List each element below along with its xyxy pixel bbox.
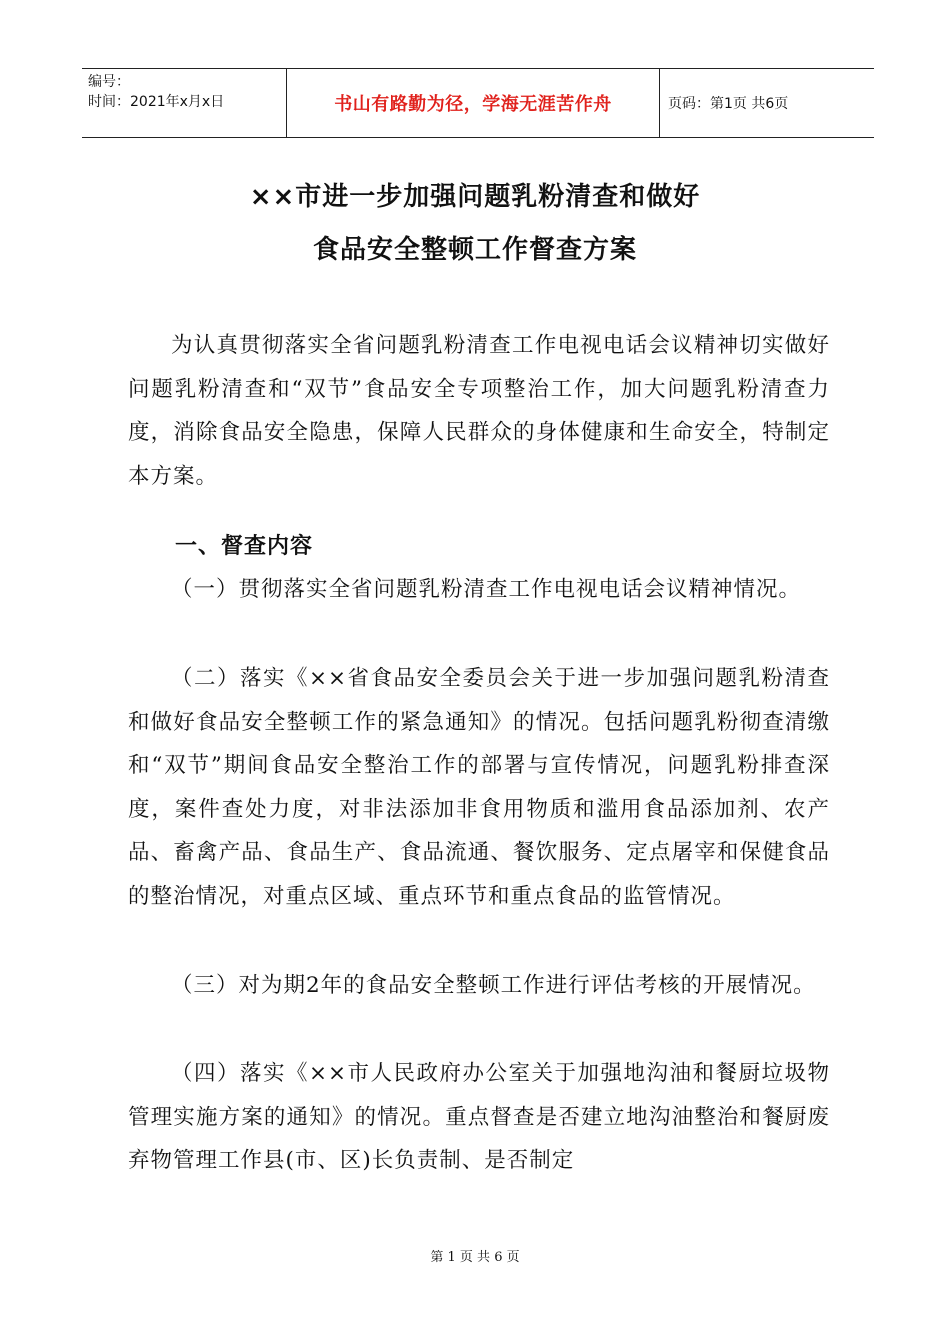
- document-number-label: 编号：: [88, 74, 130, 90]
- list-item-4: （四）落实《××市人民政府办公室关于加强地沟油和餐厨垃圾物管理实施方案的通知》的情况。重点督查是否建立地沟油整治和餐厨废弃物管理工作县(市、区)长负责制、是否制定: [128, 1061, 830, 1174]
- header-meta: [82, 69, 286, 137]
- document-time-label: 时间：2021年x月x日: [88, 94, 225, 110]
- section-heading: 一、督查内容: [175, 534, 314, 559]
- header-page-info: 页码：第1页 共6页: [668, 96, 789, 112]
- document-title-line1: ××市进一步加强问题乳粉清查和做好: [249, 182, 701, 212]
- header-motto: 书山有路勤为径，学海无涯苦作舟: [286, 69, 660, 137]
- list-item-3: （三）对为期2年的食品安全整顿工作进行评估考核的开展情况。: [171, 973, 816, 998]
- document-title-line2: 食品安全整顿工作督查方案: [312, 235, 637, 265]
- page-footer: 第 1 页 共 6 页: [430, 1250, 520, 1265]
- page-header: [82, 68, 874, 138]
- intro-paragraph: 为认真贯彻落实全省问题乳粉清查工作电视电话会议精神切实做好问题乳粉清查和“双节”食品安全专项整治工作，加大问题乳粉清查力度，消除食品安全隐患，保障人民群众的身体健康和生命安全，特制定本方案。: [128, 333, 830, 489]
- list-item-1: （一）贯彻落实全省问题乳粉清查工作电视电话会议精神情况。: [171, 577, 802, 602]
- list-item-2: （二）落实《××省食品安全委员会关于进一步加强问题乳粉清查和做好食品安全整顿工作的紧急通知》的情况。包括问题乳粉彻查清缴和“双节”期间食品安全整治工作的部署与宣传情况，问题乳粉排查深度，案件查处力度，对非法添加非食用物质和滥用食品添加剂、农产品、畜禽产品、食品生产、食品流通、餐饮服务、定点屠宰和保健食品的整治情况，对重点区域、重点环节和重点食品的监管情况。: [128, 666, 830, 909]
